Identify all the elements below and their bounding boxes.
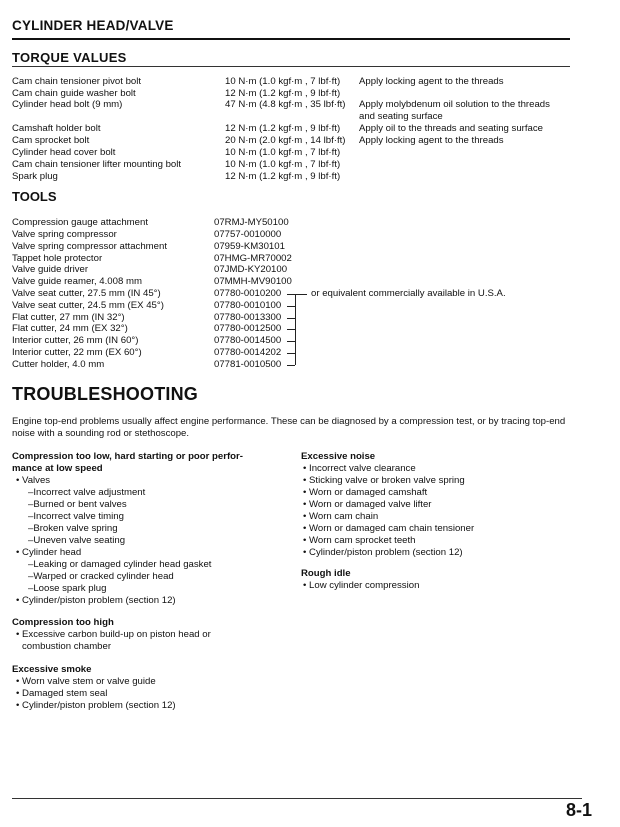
list-item: –Burned or bent valves <box>28 499 127 510</box>
tool-name: Flat cutter, 24 mm (EX 32°) <box>12 323 128 334</box>
list-item: • Sticking valve or broken valve spring <box>303 475 465 486</box>
list-item: • Low cylinder compression <box>303 580 420 591</box>
torque-value: 47 N·m (4.8 kgf·m , 35 lbf·ft) <box>225 99 346 110</box>
torque-note: Apply locking agent to the threads <box>359 135 504 146</box>
list-item: • Worn or damaged valve lifter <box>303 499 432 510</box>
tools-heading: TOOLS <box>12 189 57 204</box>
list-item: –Warped or cracked cylinder head <box>28 571 174 582</box>
excessive-smoke-title: Excessive smoke <box>12 664 92 675</box>
tool-part-number: 07RMJ-MY50100 <box>214 217 289 228</box>
bracket-leader <box>295 294 307 295</box>
torque-note: Apply oil to the threads and seating surface <box>359 123 543 134</box>
list-item: • Excessive carbon build-up on piston head or <box>16 629 211 640</box>
list-item: –Incorrect valve timing <box>28 511 124 522</box>
tool-name: Interior cutter, 26 mm (IN 60°) <box>12 335 139 346</box>
tool-part-number: 07780-0013300 <box>214 312 282 323</box>
bracket-tick <box>287 341 295 342</box>
torque-value: 12 N·m (1.2 kgf·m , 9 lbf·ft) <box>225 123 341 134</box>
torque-value: 12 N·m (1.2 kgf·m , 9 lbf·ft) <box>225 171 341 182</box>
troubleshooting-heading: TROUBLESHOOTING <box>12 384 198 404</box>
torque-name: Cam sprocket bolt <box>12 135 90 146</box>
high-compression-title: Compression too high <box>12 617 114 628</box>
list-item: • Worn valve stem or valve guide <box>16 676 156 687</box>
torque-value: 10 N·m (1.0 kgf·m , 7 lbf·ft) <box>225 159 341 170</box>
list-item: • Cylinder/piston problem (section 12) <box>16 700 176 711</box>
bracket-tick <box>287 329 295 330</box>
tool-part-number: 07HMG-MR70002 <box>214 253 292 264</box>
torque-note: Apply molybdenum oil solution to the threads <box>359 99 550 110</box>
bracket-tick <box>287 306 295 307</box>
tool-part-number: 07780-0014500 <box>214 335 282 346</box>
tool-part-number: 07780-0012500 <box>214 323 282 334</box>
torque-name: Cam chain tensioner pivot bolt <box>12 76 142 87</box>
tool-name: Tappet hole protector <box>12 253 103 264</box>
tool-name: Valve guide driver <box>12 264 89 275</box>
list-item: • Worn or damaged camshaft <box>303 487 428 498</box>
bracket-tick <box>287 318 295 319</box>
footer-divider <box>12 798 582 799</box>
torque-value: 10 N·m (1.0 kgf·m , 7 lbf·ft) <box>225 147 341 158</box>
list-item: • Incorrect valve clearance <box>303 463 416 474</box>
list-item: combustion chamber <box>22 641 112 652</box>
list-item: –Loose spark plug <box>28 583 107 594</box>
list-item: • Worn cam chain <box>303 511 379 522</box>
list-item: • Cylinder/piston problem (section 12) <box>303 547 463 558</box>
list-item: • Cylinder head <box>16 547 82 558</box>
tool-part-number: 07MMH-MV90100 <box>214 276 292 287</box>
list-item: • Cylinder/piston problem (section 12) <box>16 595 176 606</box>
list-item: • Valves <box>16 475 51 486</box>
tool-name: Cutter holder, 4.0 mm <box>12 359 105 370</box>
list-item: • Damaged stem seal <box>16 688 108 699</box>
torque-value: 12 N·m (1.2 kgf·m , 9 lbf·ft) <box>225 88 341 99</box>
troubleshooting-intro: Engine top-end problems usually affect engine performance. These can be diagnosed by a compression test, or by tracing top-end noise with a sounding rod or stethoscope. <box>12 416 566 439</box>
page-number: 8-1 <box>565 800 592 820</box>
tool-name: Valve spring compressor attachment <box>12 241 167 252</box>
torque-value: 20 N·m (2.0 kgf·m , 14 lbf·ft) <box>225 135 346 146</box>
bracket-tick <box>287 294 295 295</box>
tool-name: Valve guide reamer, 4.008 mm <box>12 276 142 287</box>
equivalent-note: or equivalent commercially available in U.S.A. <box>311 288 506 299</box>
tool-part-number: 07781-0010500 <box>214 359 282 370</box>
page-header-title: CYLINDER HEAD/VALVE <box>12 18 174 33</box>
list-item: –Leaking or damaged cylinder head gasket <box>28 559 212 570</box>
tool-name: Valve spring compressor <box>12 229 117 240</box>
torque-name: Cam chain tensioner lifter mounting bolt <box>12 159 182 170</box>
list-item: –Uneven valve seating <box>28 535 126 546</box>
tool-name: Valve seat cutter, 27.5 mm (IN 45°) <box>12 288 161 299</box>
tool-part-number: 07JMD-KY20100 <box>214 264 288 275</box>
list-item: • Worn cam sprocket teeth <box>303 535 416 546</box>
list-item: –Incorrect valve adjustment <box>28 487 146 498</box>
bracket-tick <box>287 365 295 366</box>
tool-part-number: 07780-0010200 <box>214 288 282 299</box>
tool-name: Interior cutter, 22 mm (EX 60°) <box>12 347 142 358</box>
list-item: • Worn or damaged cam chain tensioner <box>303 523 475 534</box>
tool-part-number: 07959-KM30101 <box>214 241 285 252</box>
torque-divider <box>12 66 570 67</box>
equivalent-bracket <box>295 294 296 365</box>
torque-value: 10 N·m (1.0 kgf·m , 7 lbf·ft) <box>225 76 341 87</box>
tool-part-number: 07757-0010000 <box>214 229 282 240</box>
torque-name: Camshaft holder bolt <box>12 123 101 134</box>
tool-name: Compression gauge attachment <box>12 217 148 228</box>
torque-note: Apply locking agent to the threads <box>359 76 504 87</box>
excessive-noise-title: Excessive noise <box>301 451 376 462</box>
bracket-tick <box>287 353 295 354</box>
torque-name: Cylinder head cover bolt <box>12 147 116 158</box>
torque-note-continued: and seating surface <box>359 111 443 122</box>
tool-part-number: 07780-0010100 <box>214 300 282 311</box>
torque-name: Cam chain guide washer bolt <box>12 88 136 99</box>
torque-values-heading: TORQUE VALUES <box>12 50 127 65</box>
header-divider <box>12 38 570 40</box>
tool-name: Valve seat cutter, 24.5 mm (EX 45°) <box>12 300 164 311</box>
torque-name: Cylinder head bolt (9 mm) <box>12 99 123 110</box>
tool-name: Flat cutter, 27 mm (IN 32°) <box>12 312 125 323</box>
torque-name: Spark plug <box>12 171 58 182</box>
low-compression-title: Compression too low, hard starting or poor perfor- <box>12 451 243 462</box>
low-compression-title-continued: mance at low speed <box>12 463 103 474</box>
tool-part-number: 07780-0014202 <box>214 347 282 358</box>
list-item: –Broken valve spring <box>28 523 118 534</box>
rough-idle-title: Rough idle <box>301 568 351 579</box>
